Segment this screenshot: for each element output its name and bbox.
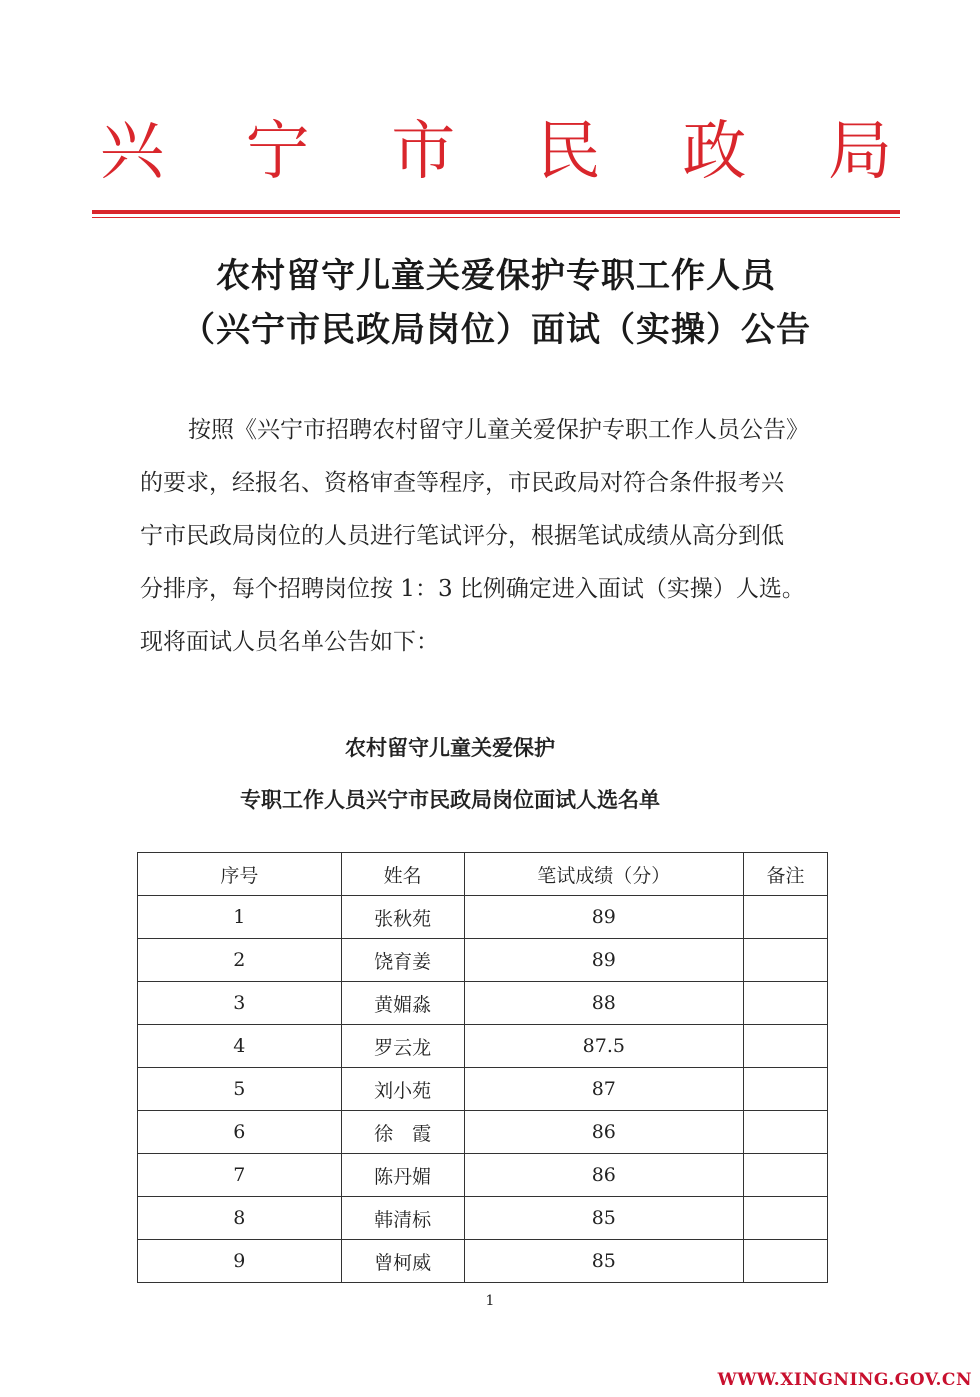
letterhead-char: 政 <box>682 115 747 189</box>
cell-no: 3 <box>138 982 342 1025</box>
cell-name: 陈丹媚 <box>341 1154 464 1197</box>
cell-name: 曾柯威 <box>341 1240 464 1283</box>
cell-note <box>744 1197 828 1240</box>
list-title-line-2: 专职工作人员兴宁市民政局岗位面试人选名单 <box>240 788 660 812</box>
cell-name: 徐 霞 <box>341 1111 464 1154</box>
cell-name: 罗云龙 <box>341 1025 464 1068</box>
cell-no: 2 <box>138 939 342 982</box>
cell-score: 89 <box>464 939 744 982</box>
letterhead-char: 宁 <box>245 115 310 189</box>
body-line: 按照《兴宁市招聘农村留守儿童关爱保护专职工作人员公告》 <box>188 417 809 443</box>
announcement-body <box>140 404 860 669</box>
header-score: 笔试成绩（分） <box>464 853 744 896</box>
cell-score: 86 <box>464 1111 744 1154</box>
cell-score: 87.5 <box>464 1025 744 1068</box>
cell-no: 5 <box>138 1068 342 1111</box>
body-line: 的要求，经报名、资格审查等程序，市民政局对符合条件报考兴 <box>140 470 784 496</box>
table-row <box>138 982 828 1025</box>
cell-note <box>744 982 828 1025</box>
cell-score: 85 <box>464 1197 744 1240</box>
cell-no: 9 <box>138 1240 342 1283</box>
cell-name: 韩清标 <box>341 1197 464 1240</box>
letterhead-char: 市 <box>391 115 456 189</box>
table-body <box>138 896 828 1283</box>
table-row <box>138 1111 828 1154</box>
table-row <box>138 1068 828 1111</box>
cell-note <box>744 896 828 939</box>
cell-name: 刘小苑 <box>341 1068 464 1111</box>
table-row <box>138 1197 828 1240</box>
letterhead-rule-thin <box>92 217 900 218</box>
cell-no: 7 <box>138 1154 342 1197</box>
document-title-line-2: （兴宁市民政局岗位）面试（实操）公告 <box>181 310 811 350</box>
header-name: 姓名 <box>341 853 464 896</box>
cell-score: 88 <box>464 982 744 1025</box>
table-header-row <box>138 853 828 896</box>
agency-letterhead <box>92 112 900 192</box>
cell-no: 6 <box>138 1111 342 1154</box>
cell-note <box>744 1068 828 1111</box>
cell-note <box>744 1240 828 1283</box>
table-row <box>138 1154 828 1197</box>
letterhead-char: 兴 <box>100 115 164 189</box>
letterhead-rule-thick <box>92 210 900 214</box>
cell-name: 黄媚淼 <box>341 982 464 1025</box>
table-row <box>138 939 828 982</box>
cell-note <box>744 1025 828 1068</box>
cell-score: 85 <box>464 1240 744 1283</box>
candidate-table <box>137 852 828 1283</box>
document-title-line-1: 农村留守儿童关爱保护专职工作人员 <box>216 256 776 296</box>
table-row <box>138 1240 828 1283</box>
letterhead-char: 局 <box>827 115 892 189</box>
table-row <box>138 896 828 939</box>
cell-name: 饶育姜 <box>341 939 464 982</box>
cell-note <box>744 939 828 982</box>
body-line: 分排序，每个招聘岗位按 1：3 比例确定进入面试（实操）人选。 <box>140 576 805 602</box>
cell-no: 8 <box>138 1197 342 1240</box>
cell-no: 4 <box>138 1025 342 1068</box>
header-no: 序号 <box>138 853 342 896</box>
table-row <box>138 1025 828 1068</box>
header-note: 备注 <box>744 853 828 896</box>
cell-score: 86 <box>464 1154 744 1197</box>
cell-name: 张秋苑 <box>341 896 464 939</box>
list-title-line-1: 农村留守儿童关爱保护 <box>345 736 555 760</box>
body-line: 宁市民政局岗位的人员进行笔试评分，根据笔试成绩从高分到低 <box>140 523 784 549</box>
cell-score: 87 <box>464 1068 744 1111</box>
cell-no: 1 <box>138 896 342 939</box>
cell-note <box>744 1111 828 1154</box>
page-number: 1 <box>485 1293 495 1309</box>
cell-note <box>744 1154 828 1197</box>
body-line: 现将面试人员名单公告如下： <box>140 629 439 655</box>
letterhead-char: 民 <box>536 115 601 189</box>
watermark-url: WWW.XINGNING.GOV.CN <box>717 1370 972 1390</box>
cell-score: 89 <box>464 896 744 939</box>
